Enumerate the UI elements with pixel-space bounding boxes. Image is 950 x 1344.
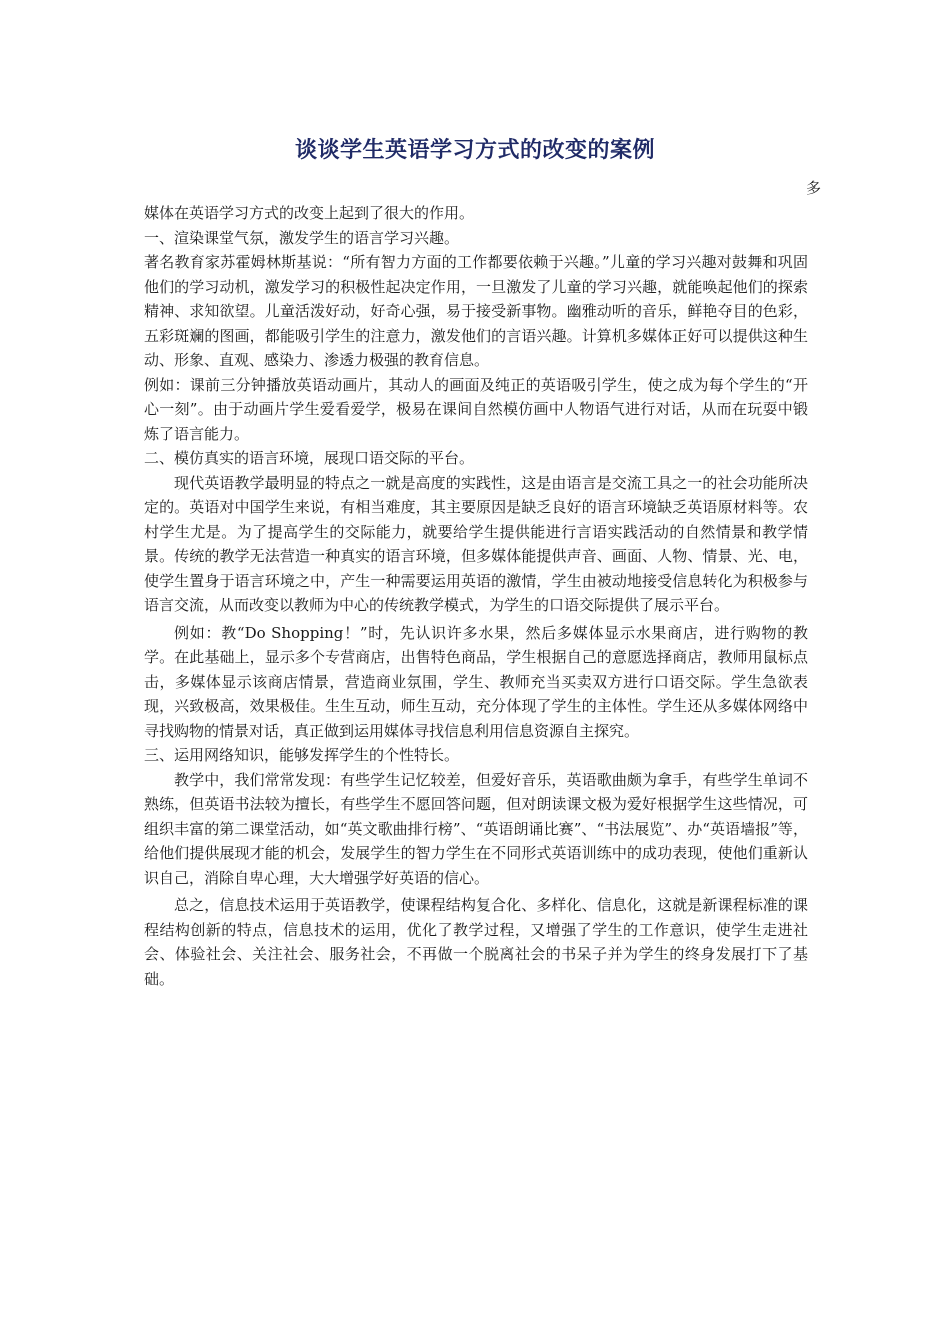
corner-text: 多 [806, 179, 822, 197]
section-heading-1: 一、渲染课堂气氛，激发学生的语言学习兴趣。 [144, 228, 460, 247]
document-title: 谈谈学生英语学习方式的改变的案例 [294, 138, 655, 163]
section-heading-3: 三、运用网络知识，能够发挥学生的个性特长。 [144, 746, 460, 764]
paragraph-example-1: 例如：课前三分钟播放英语动画片，其动人的画面及纯正的英语吸引学生，使之成为每个学生的“开心一刻”。由于动画片学生爱看爱学，极易在课间自然模仿画中人物语气进行对话，从而在玩耍中锻炼了语言能力。 [144, 375, 808, 443]
section-heading-2: 二、模仿真实的语言环境，展现口语交际的平台。 [144, 449, 475, 467]
document-body [144, 201, 808, 991]
paragraph-interest: 著名教育家苏霍姆林斯基说：“所有智力方面的工作都要依赖于兴趣。”儿童的学习兴趣对鼓舞和巩固他们的学习动机，激发学习的积极性起决定作用，一旦激发了儿童的学习兴趣，就能唤起他们的探索精神、求知欲望。儿童活泼好动，好奇心强，易于接受新事物。幽雅动听的音乐，鲜艳夺目的色彩，五彩斑斓的图画，都能吸引学生的注意力，激发他们的言语兴趣。计算机多媒体正好可以提供这种生动、形象、直观、感染力、渗透力极强的教育信息。 [144, 253, 808, 369]
paragraph-example-2: 例如：教“Do Shopping！”时，先认识许多水果，然后多媒体显示水果商店，进行购物的教学。在此基础上，显示多个专营商店，出售特色商品，学生根据自己的意愿选择商店，教师用鼠标点击，多媒体显示该商店情景，营造商业氛围，学生、教师充当买卖双方进行口语交际。学生急欲表现，兴致极高，效果极佳。生生互动，师生互动，充分体现了学生的主体性。学生还从多媒体网络中寻找购物的情景对话，真正做到运用媒体寻找信息利用信息资源自主探究。 [144, 623, 808, 740]
paragraph-intro: 媒体在英语学习方式的改变上起到了很大的作用。 [144, 204, 475, 222]
paragraph-talents: 教学中，我们常常发现：有些学生记忆较差，但爱好音乐，英语歌曲颇为拿手，有些学生单词不熟练，但英语书法较为擅长，有些学生不愿回答问题，但对朗读课文极为爱好根据学生这些情况，可组织丰富的第二课堂活动，如“英文歌曲排行榜”、“英语朗诵比赛”、“书法展览”、办“英语墙报”等，给他们提供展现才能的机会，发展学生的智力学生在不同形式英语训练中的成功表现，使他们重新认识自己，消除自卑心理，大大增强学好英语的信心。 [144, 770, 808, 887]
paragraph-environment: 现代英语教学最明显的特点之一就是高度的实践性，这是由语言是交流工具之一的社会功能所决定的。英语对中国学生来说，有相当难度，其主要原因是缺乏良好的语言环境缺乏英语原材料等。农村学生尤是。为了提高学生的交际能力，就要给学生提供能进行言语实践活动的自然情景和教学情景。传统的教学无法营造一种真实的语言环境，但多媒体能提供声音、画面、人物、情景、光、电，使学生置身于语言环境之中，产生一种需要运用英语的激情，学生由被动地接受信息转化为积极参与语言交流，从而改变以教师为中心的传统教学模式，为学生的口语交际提供了展示平台。 [144, 473, 808, 614]
paragraph-conclusion: 总之，信息技术运用于英语教学，使课程结构复合化、多样化、信息化，这就是新课程标准的课程结构创新的特点，信息技术的运用，优化了教学过程，又增强了学生的工作意识，使学生走进社会、体验社会、关注社会、服务社会，不再做一个脱离社会的书呆子并为学生的终身发展打下了基础。 [144, 896, 808, 988]
